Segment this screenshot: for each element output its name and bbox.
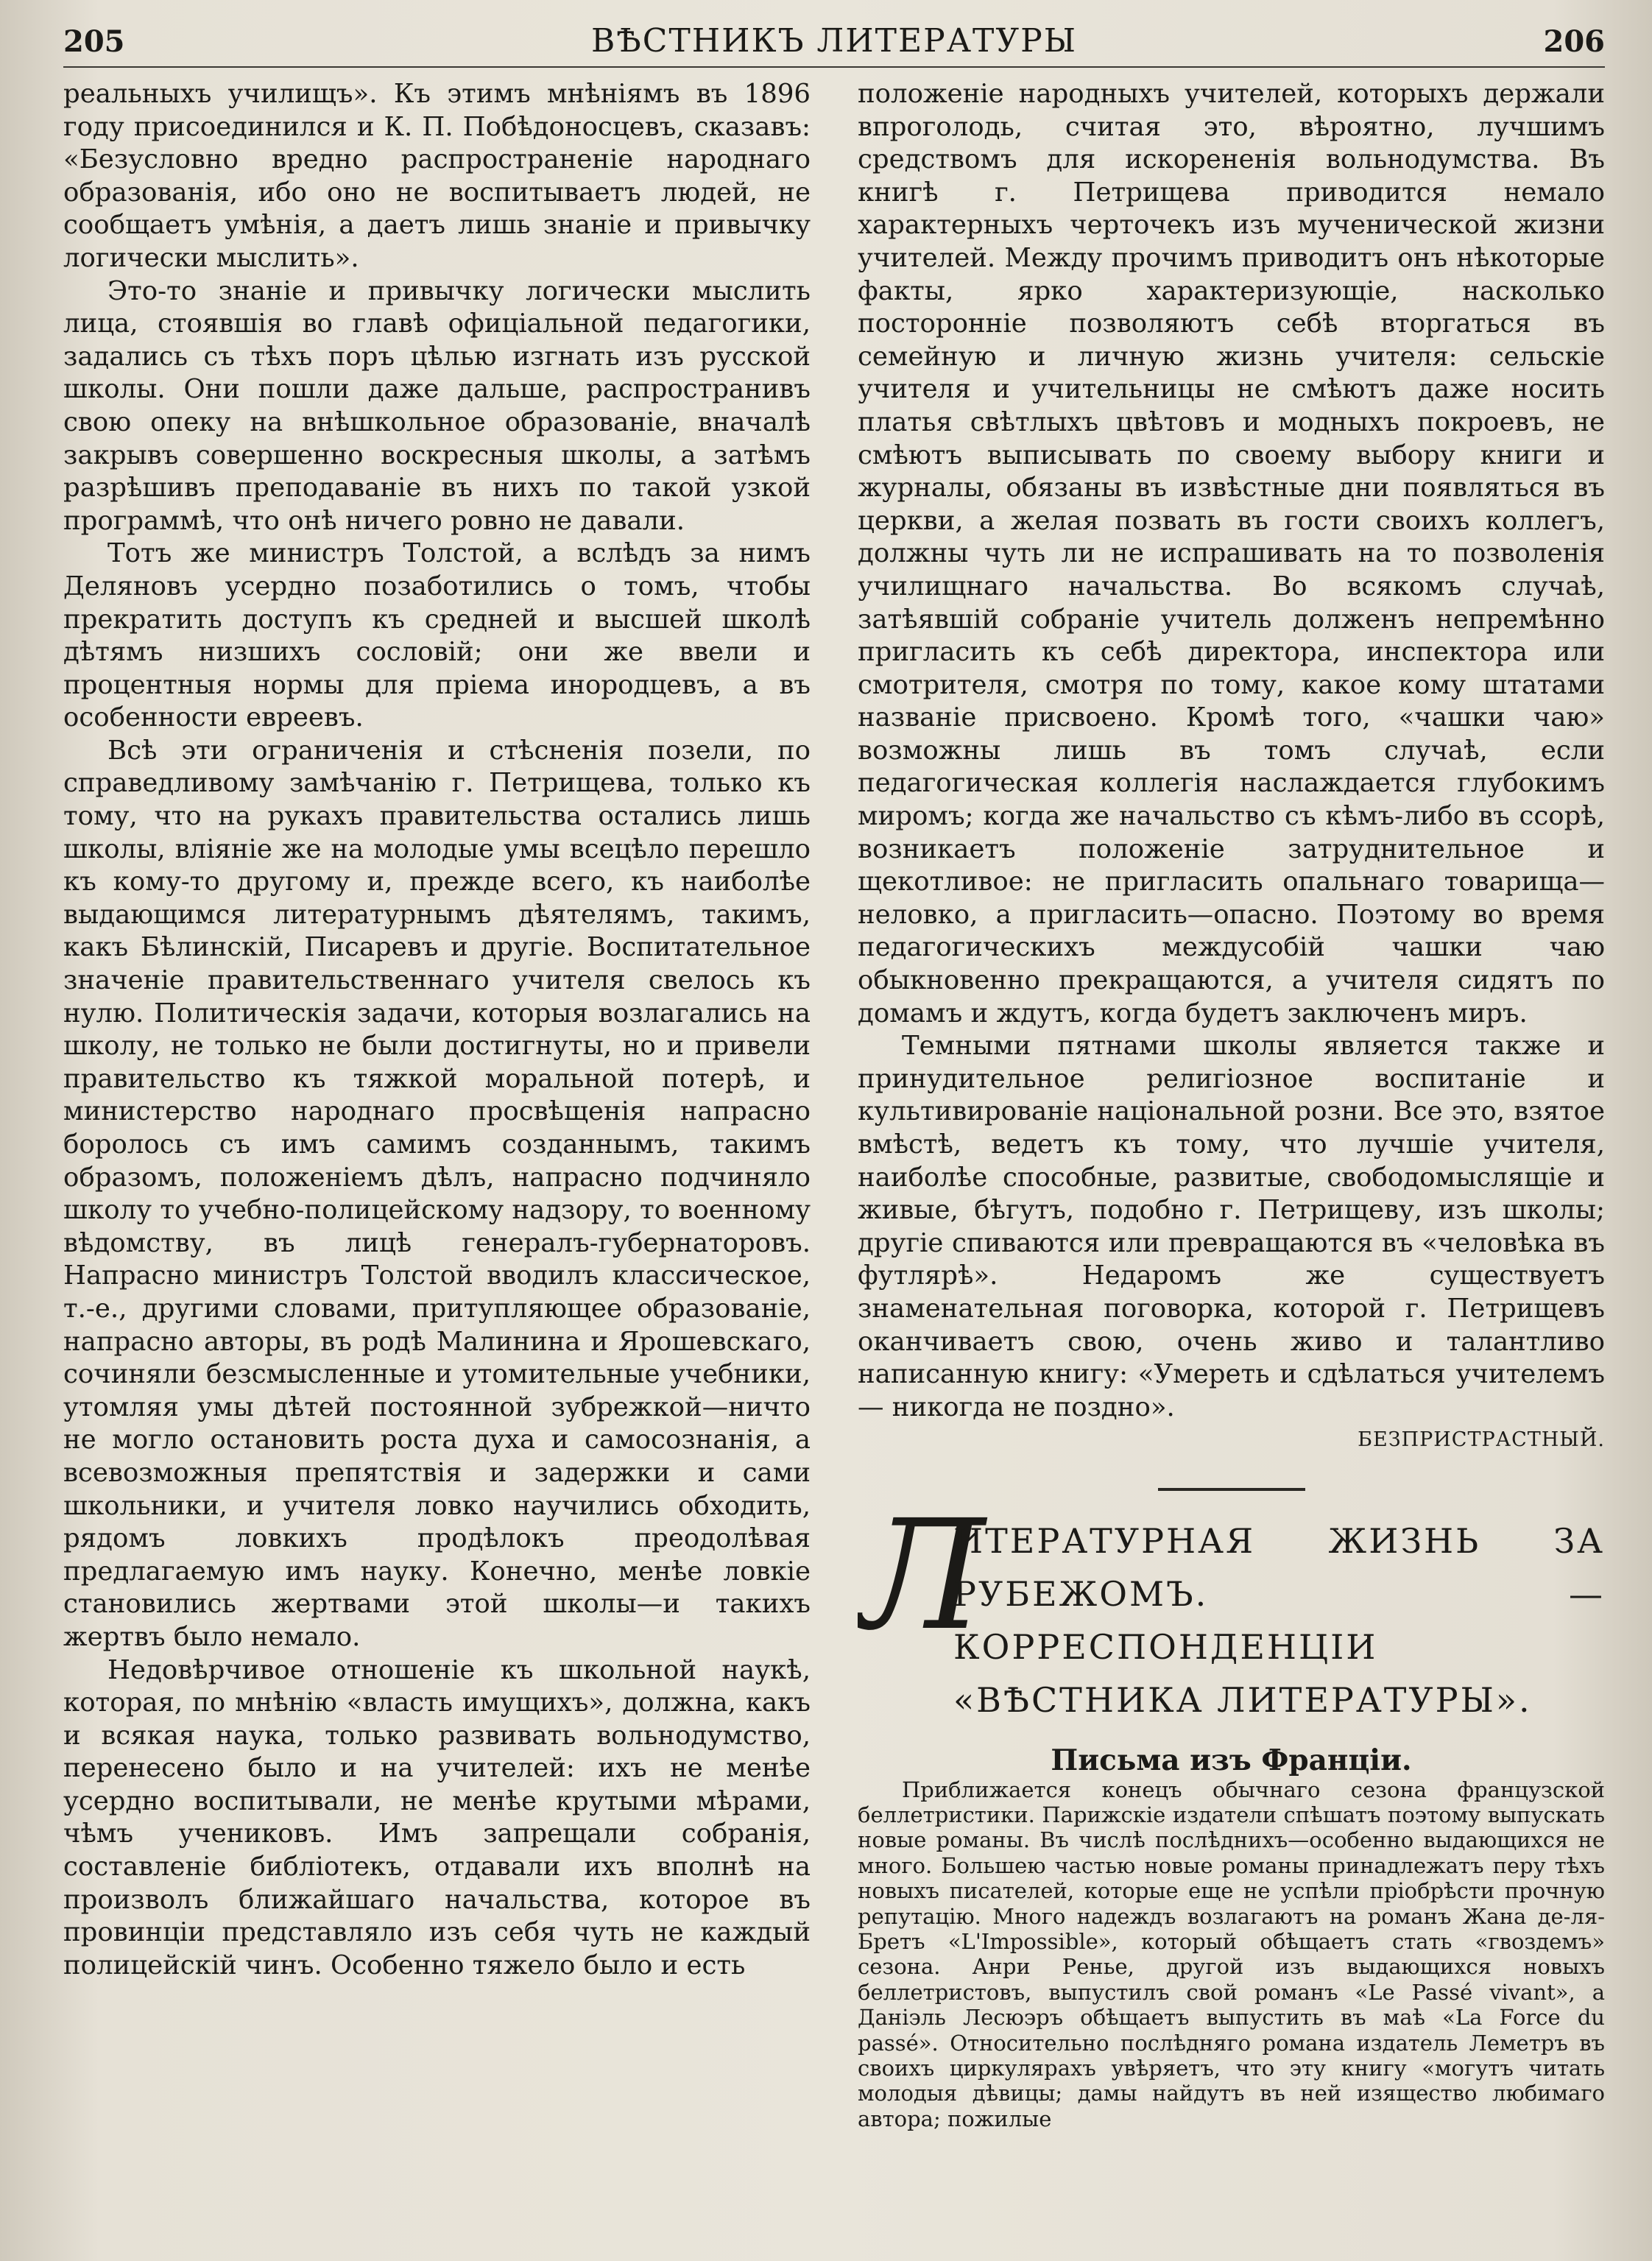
paragraph: Это-то знаніе и привычку логически мыслить лица, стоявшія во главѣ офиціальной педагогики, задались съ тѣхъ поръ цѣлью изгнать изъ русской школы. Они пошли даже дальше, распространивъ свою опеку на внѣшкольное образованіе, вначалѣ закрывъ совершенно воскресныя школы, а затѣмъ разрѣшивъ преподаваніе въ нихъ по такой узкой программѣ, что онѣ ничего ровно не давали. <box>63 275 811 536</box>
paragraph: реальныхъ училищъ». Къ этимъ мнѣніямъ въ 1896 году присоединился и К. П. Побѣдоносцевъ, сказавъ: «Безусловно вредно распространеніе народнаго образованія, ибо оно не воспитываетъ людей, не сообщаетъ умѣнія, а даетъ лишь знаніе и привычку логически мыслить». <box>63 79 811 273</box>
section-title: ИТЕРАТУРНАЯ ЖИЗНЬ ЗА РУБЕЖОМЪ. — КОРРЕСПОНДЕНЦІИ «ВѢСТНИКА ЛИТЕРАТУРЫ». <box>953 1520 1605 1720</box>
section-body: Приближается конецъ обычнаго сезона французской беллетристики. Парижскіе издатели спѣшатъ поэтому выпускать новые романы. Въ числѣ послѣднихъ—особенно выдающихся не много. Большею частью новые романы принадлежатъ перу тѣхъ новыхъ писателей, которые еще не успѣли пріобрѣсти прочную репутацію. Много надеждъ возлагаютъ на романъ Жана де-ля-Бретъ «L'Impossible», который обѣщаетъ стать «гвоздемъ» сезона. Анри Ренье, другой изъ выдающихся новыхъ беллетристовъ, выпустилъ свой романъ «Le Passé vivant», а Даніэль Лесюэръ обѣщаетъ выпустить въ маѣ «La Force du passé». Относительно послѣдняго романа издатель Леметръ въ своихъ циркулярахъ увѣряетъ, что эту книгу «могутъ читать молодыя дѣвицы; дамы найдутъ въ ней изящество любимаго автора; пожилые <box>858 1777 1605 2131</box>
subheading: Письма изъ Франціи. <box>1051 1743 1412 1777</box>
page-number-left: 205 <box>63 24 125 59</box>
paragraph: Всѣ эти ограниченія и стѣсненія позели, по справедливому замѣчанію г. Петрищева, только къ тому, что на рукахъ правительства остались лишь школы, вліяніе же на молодые умы всецѣло перешло къ кому-то другому и, прежде всего, къ наиболѣе выдающимся литературнымъ дѣятелямъ, такимъ, какъ Бѣлинскій, Писаревъ и другіе. Воспитательное значеніе правительственнаго учителя свелось къ нулю. Политическія задачи, которыя возлагались на школу, не только не были достигнуты, но и привели правительство къ тяжкой моральной потерѣ, и министерство народнаго просвѣщенія напрасно боролось съ имъ самимъ созданнымъ, такимъ образомъ, положеніемъ дѣлъ, напрасно подчиняло школу то учебно-полицейскому надзору, то военному вѣдомству, въ лицѣ генералъ-губернаторовъ. Напрасно министръ Толстой вводилъ классическое, т.-е., другими словами, притупляющее образованіе, напрасно авторы, въ родѣ Малинина и Ярошевскаго, сочиняли безсмысленные и утомительные учебники, утомляя умы дѣтей постоянной зубрежкой—ничто не могло остановить роста духа и самосознанія, а всевозможныя препятствія и задержки и сами школьники, и учителя ловко научились обходить, рядомъ ловкихъ продѣлокъ преодолѣвая предлагаемую имъ науку. Конечно, менѣе ловкіе становились жертвами этой школы—и такихъ жертвъ было немало. <box>63 735 811 1652</box>
running-header <box>63 22 1605 68</box>
text-columns <box>63 78 1605 2235</box>
paragraph: Тотъ же министръ Толстой, а вслѣдъ за нимъ Деляновъ усердно позаботились о томъ, чтобы прекратить доступъ къ средней и высшей школѣ дѣтямъ низшихъ сословій; они же ввели и процентныя нормы для пріема инородцевъ, а въ особенности евреевъ. <box>63 538 811 733</box>
drop-cap: Л <box>858 1486 984 1664</box>
journal-title: ВѢСТНИКЪ ЛИТЕРАТУРЫ <box>590 22 1078 60</box>
section-divider <box>1158 1488 1305 1491</box>
section-heading <box>858 1486 1605 1726</box>
page-number-right: 206 <box>1543 24 1605 59</box>
paragraph: Недовѣрчивое отношеніе къ школьной наукѣ, которая, по мнѣнію «власть имущихъ», должна, какъ и всякая наука, только развивать вольнодумство, перенесено было и на учителей: ихъ не менѣе усердно воспитывали, не менѣе крутыми мѣрами, чѣмъ учениковъ. Имъ запрещали собранія, составленіе библіотекъ, отдавали ихъ вполнѣ на произволъ ближайшаго начальства, которое въ провинціи представляло изъ себя чуть не каждый полицейскій чинъ. Особенно тяжело было и есть <box>63 1654 811 1980</box>
author-signature: БЕЗПРИСТРАСТНЫЙ. <box>1358 1428 1605 1452</box>
left-column <box>63 78 811 2235</box>
paragraph: положеніе народныхъ учителей, которыхъ держали впроголодь, считая это, вѣроятно, лучшимъ средствомъ для искорененія вольнодумства. Въ книгѣ г. Петрищева приводится немало характерныхъ черточекъ изъ мученической жизни учителей. Между прочимъ приводитъ онъ нѣкоторые факты, ярко характеризующіе, насколько посторонніе позволяютъ себѣ вторгаться въ семейную и личную жизнь учителя: сельскіе учителя и учительницы не смѣютъ даже носить платья свѣтлыхъ цвѣтовъ и модныхъ покроевъ, не смѣютъ выписывать по своему выбору книги и журналы, обязаны въ извѣстные дни появляться въ церкви, а желая позвать въ гости своихъ коллегъ, должны чуть ли не испрашивать на то позволенія училищнаго начальства. Во всякомъ случаѣ, затѣявшій собраніе учитель долженъ непремѣнно пригласить къ себѣ директора, инспектора или смотрителя, смотря по тому, какое кому штатами названіе присвоено. Кромѣ того, «чашки чаю» возможны лишь въ томъ случаѣ, если педагогическая коллегія наслаждается глубокимъ миромъ; когда же начальство съ кѣмъ-либо въ ссорѣ, возникаетъ положеніе затруднительное и щекотливое: не пригласить опальнаго товарища—неловко, а пригласить—опасно. Поэтому во время педагогическихъ междусобій чашки чаю обыкновенно прекращаются, а учителя сидятъ по домамъ и ждутъ, когда будетъ заключенъ миръ. <box>858 79 1605 1029</box>
right-column <box>858 78 1605 2235</box>
paragraph: Темными пятнами школы является также и принудительное религіозное воспитаніе и культивированіе національной розни. Все это, взятое вмѣстѣ, ведетъ къ тому, что лучшіе учителя, наиболѣе способные, развитые, свободомыслящіе и живые, бѣгутъ, подобно г. Петрищеву, изъ школы; другіе спиваются или превращаются въ «человѣка въ футлярѣ». Недаромъ же существуетъ знаменательная поговорка, которой г. Петрищевъ оканчиваетъ свою, очень живо и талантливо написанную книгу: «Умереть и сдѣлаться учителемъ — никогда не поздно». <box>858 1031 1605 1422</box>
